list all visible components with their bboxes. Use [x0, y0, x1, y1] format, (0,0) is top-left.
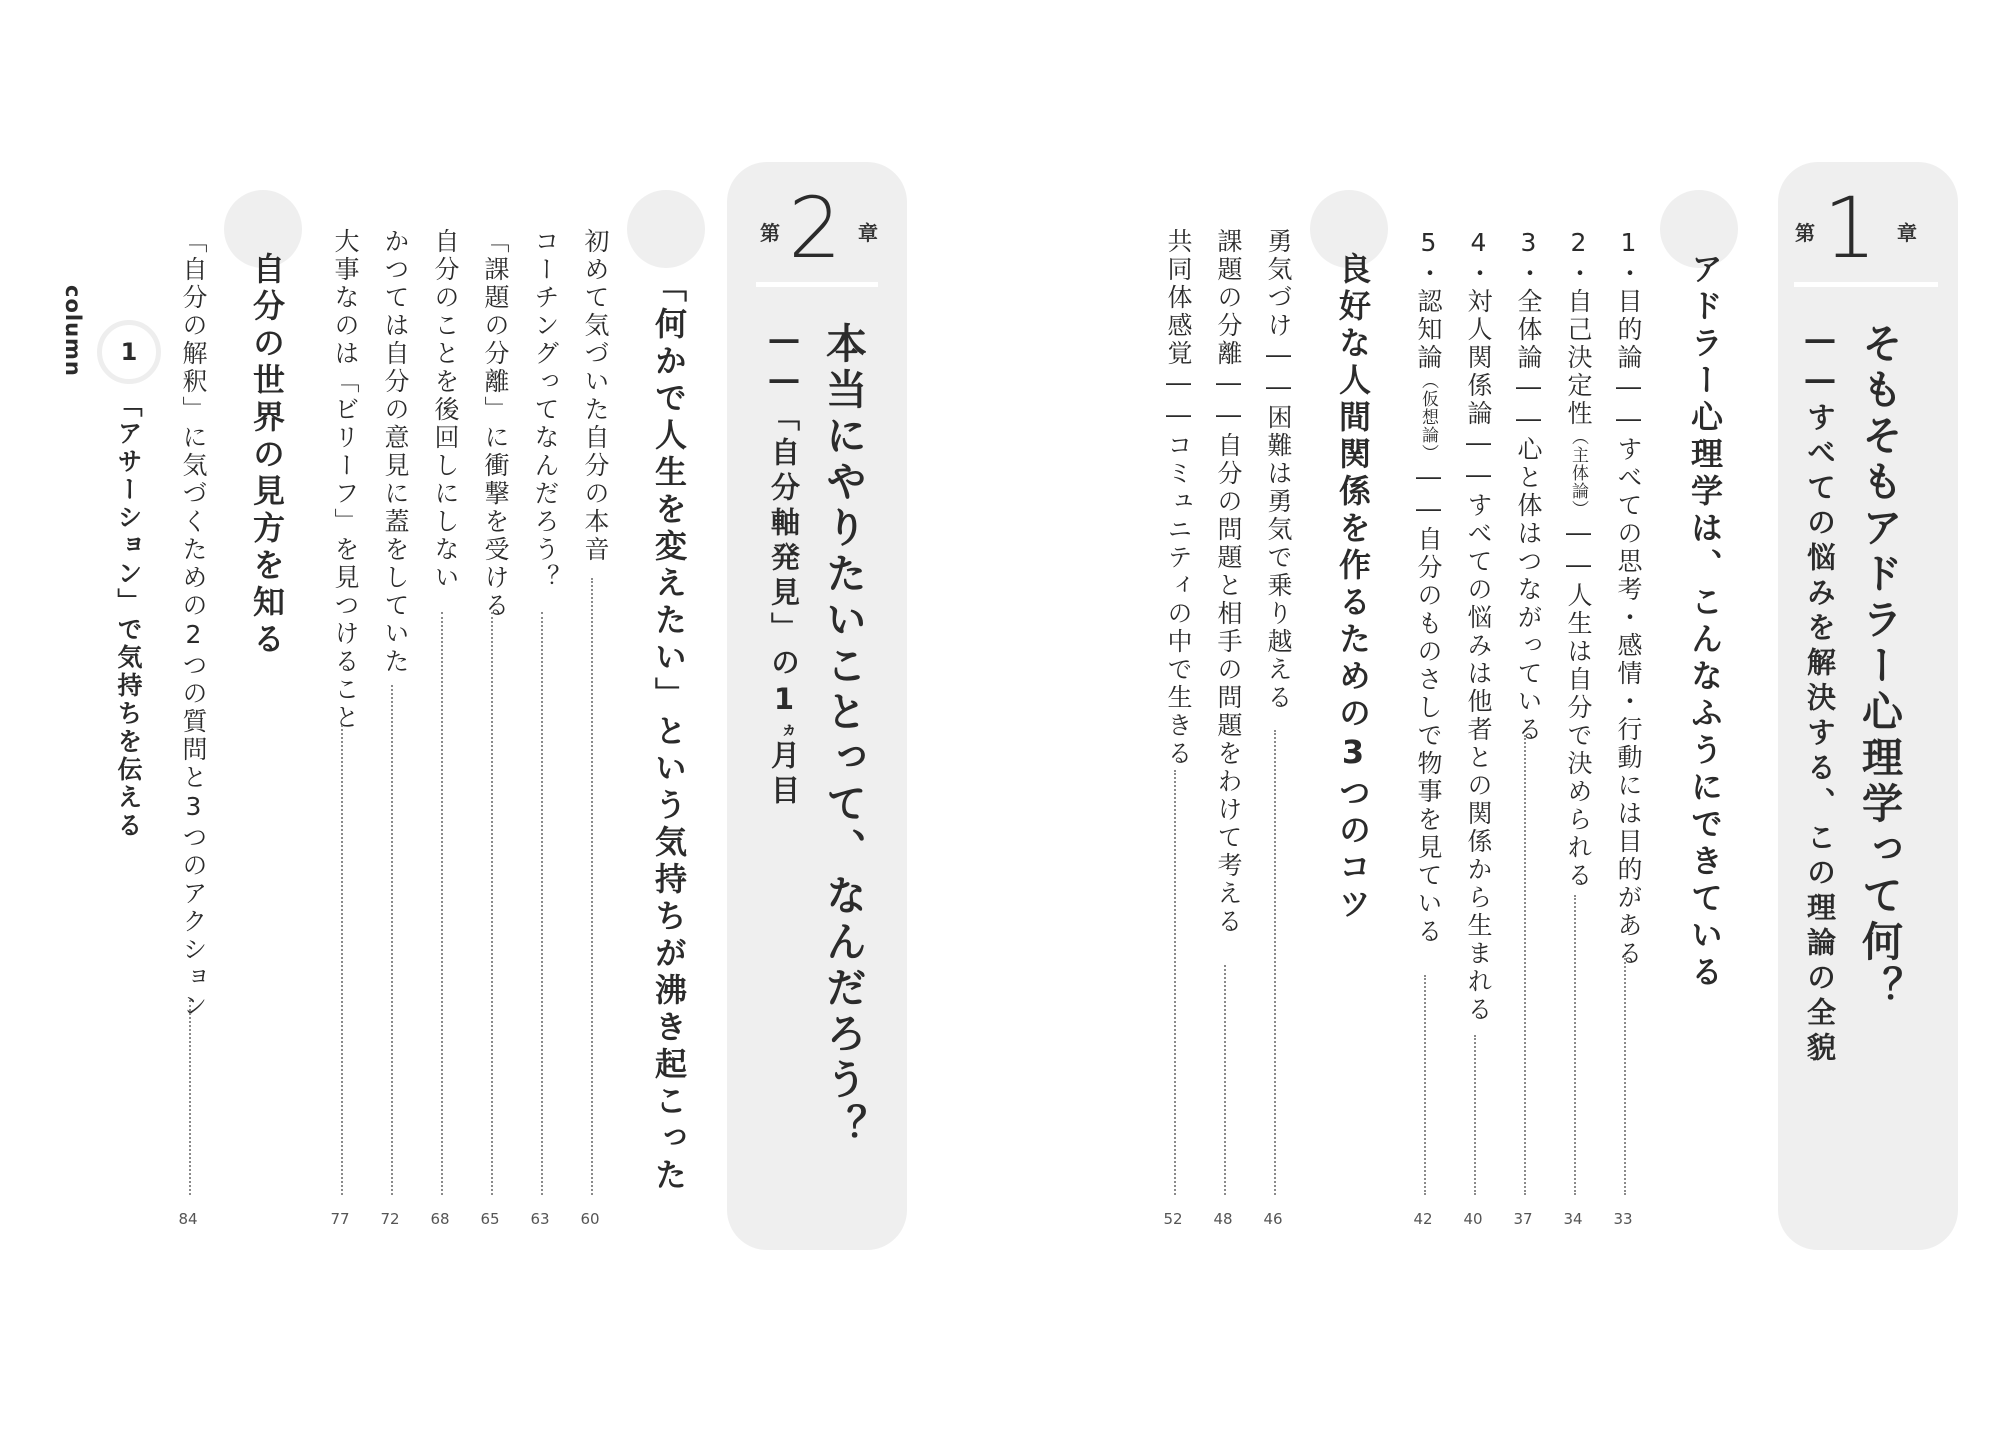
toc-item-text: ――人生は自分で決められる: [1564, 518, 1593, 890]
page-number: 48: [1213, 1210, 1233, 1228]
toc-leader: [491, 612, 493, 1195]
toc-item[interactable]: 4・対人関係論――すべての悩みは他者との関係から生まれる: [1464, 228, 1493, 1024]
chapter2-subtitle: [764, 322, 805, 810]
toc-leader: [1174, 770, 1176, 1195]
chapter1-title: そもそもアドラー心理学って何？: [1855, 322, 1903, 1012]
toc-item[interactable]: 「自分の解釈」に気づくための2つの質問と3つのアクション: [179, 228, 208, 1020]
chapter2-label-sho: 章: [858, 221, 878, 245]
section-marker-circle: [627, 190, 705, 268]
toc-leader: [189, 1000, 191, 1195]
toc-item[interactable]: 課題の分離――自分の問題と相手の問題をわけて考える: [1214, 228, 1243, 936]
toc-item[interactable]: 3・全体論――心と体はつながっている: [1514, 228, 1543, 744]
toc-leader: [1224, 965, 1226, 1195]
page-number: 42: [1413, 1210, 1433, 1228]
chapter1-label-dai: 第: [1795, 221, 1815, 245]
toc-leader: [391, 685, 393, 1195]
toc-item[interactable]: [1410, 228, 1446, 946]
toc-item[interactable]: 「課題の分離」に衝撃を受ける: [481, 228, 510, 620]
page-number: 40: [1463, 1210, 1483, 1228]
chapter2-title: 本当にやりたいことって、なんだろう？: [819, 322, 867, 1150]
chapter1-divider: [1794, 282, 1938, 287]
toc-item[interactable]: [1560, 228, 1596, 890]
chapter2-subtitle-text: 月目: [767, 740, 801, 810]
toc-item[interactable]: かつては自分の意見に蓋をしていた: [381, 228, 410, 676]
page-number: 52: [1163, 1210, 1183, 1228]
toc-leader: [1524, 735, 1526, 1195]
chapter2-divider: [756, 282, 878, 287]
column-title[interactable]: 「アサーション」で気持ちを伝える: [114, 392, 143, 840]
toc-item-text: ――自分のものさしで物事を見ている: [1414, 462, 1443, 946]
section-title: アドラー心理学は、こんなふうにできている: [1686, 252, 1724, 992]
page-number: 46: [1263, 1210, 1283, 1228]
page-number: 68: [430, 1210, 450, 1228]
toc-item-text: 5・認知論: [1414, 228, 1443, 372]
toc-leader: [591, 578, 593, 1195]
toc-item[interactable]: 共同体感覚――コミュニティの中で生きる: [1164, 228, 1193, 768]
page-number: 60: [580, 1210, 600, 1228]
toc-item[interactable]: 初めて気づいた自分の本音: [581, 228, 610, 564]
toc-leader: [441, 612, 443, 1195]
toc-item[interactable]: 自分のことを後回しにしない: [431, 228, 460, 592]
page-number: 63: [530, 1210, 550, 1228]
page-number: 65: [480, 1210, 500, 1228]
page-number: 84: [178, 1210, 198, 1228]
toc-item[interactable]: 大事なのは「ビリーフ」を見つけること: [331, 228, 360, 732]
section-title: 「何かで人生を変えたい」という気持ちが沸き起こった: [650, 270, 688, 1195]
toc-item[interactable]: コーチングってなんだろう？: [531, 228, 560, 592]
toc-item-note: （仮想論）: [1418, 372, 1438, 462]
page-number: 72: [380, 1210, 400, 1228]
toc-leader: [541, 612, 543, 1195]
chapter2-label-dai: 第: [760, 221, 780, 245]
toc-leader: [1624, 955, 1626, 1195]
page-number: 33: [1613, 1210, 1633, 1228]
column-label: column: [61, 285, 85, 377]
toc-leader: [1474, 1035, 1476, 1195]
chapter2-number: 2: [788, 179, 842, 277]
page-number: 37: [1513, 1210, 1533, 1228]
page-number: 34: [1563, 1210, 1583, 1228]
chapter1-label-sho: 章: [1897, 221, 1917, 245]
toc-leader: [1574, 895, 1576, 1195]
toc-leader: [1274, 730, 1276, 1195]
toc-leader: [1424, 975, 1426, 1195]
section-title: 自分の世界の見方を知る: [248, 252, 286, 659]
toc-leader: [341, 725, 343, 1195]
toc-item-note: （主体論）: [1568, 428, 1588, 518]
toc-item[interactable]: 勇気づけ――困難は勇気で乗り越える: [1264, 228, 1293, 712]
section-title: 良好な人間関係を作るための3つのコツ: [1334, 252, 1372, 924]
chapter1-subtitle: ――すべての悩みを解決する、この理論の全貌: [1803, 322, 1837, 1067]
toc-item[interactable]: 1・目的論――すべての思考・感情・行動には目的がある: [1614, 228, 1643, 968]
chapter1-number: 1: [1823, 179, 1877, 277]
chapter2-subtitle-text: ――「自分軸発見」の1: [767, 322, 801, 722]
toc-item-text: 2・自己決定性: [1564, 228, 1593, 428]
column-number-badge: 1: [97, 320, 161, 384]
page-number: 77: [330, 1210, 350, 1228]
chapter2-subtitle-small: ヵ: [774, 722, 794, 740]
